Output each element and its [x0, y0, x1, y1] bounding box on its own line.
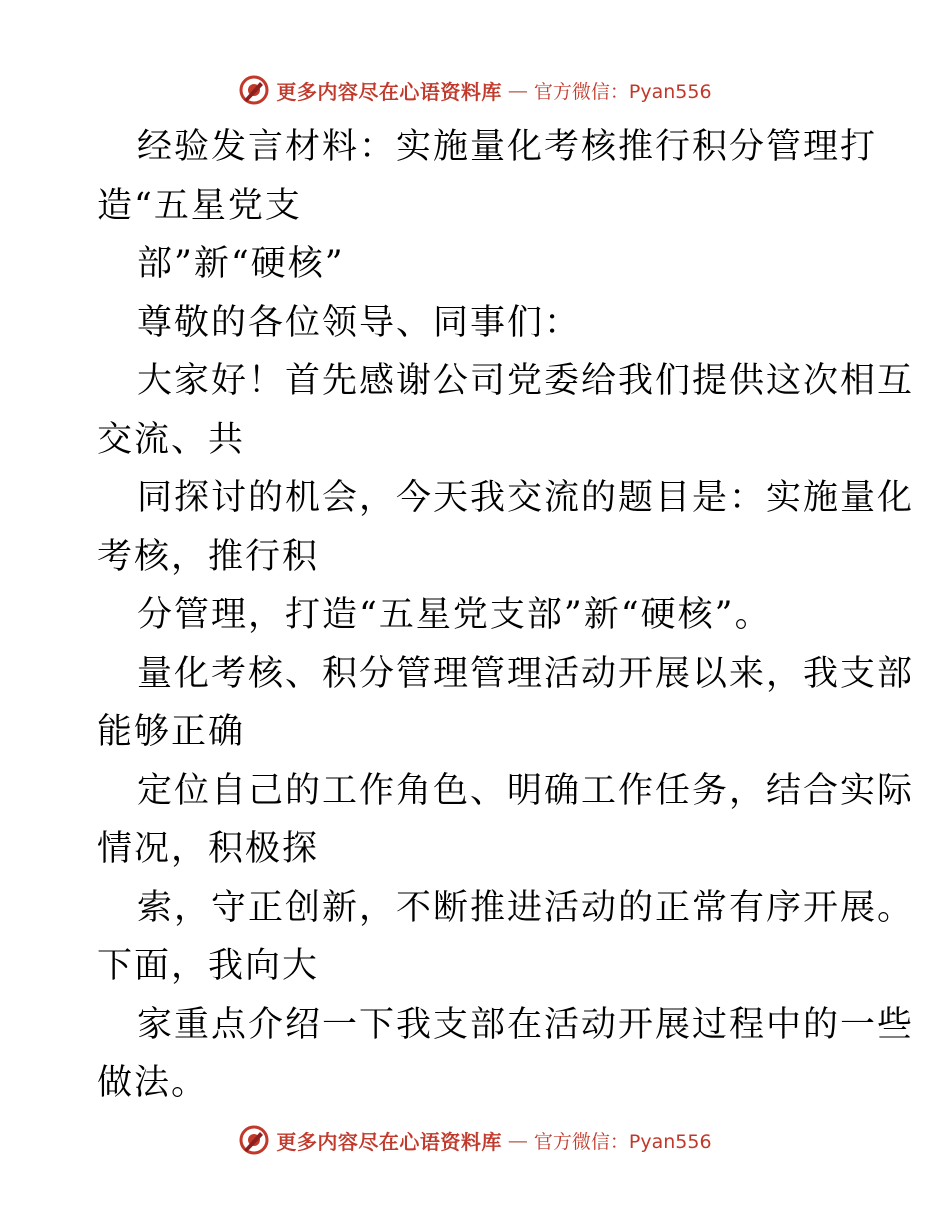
doc-line: 尊敬的各位领导、同事们： — [137, 302, 582, 343]
watermark-site-text: 更多内容尽在心语资料库 — [276, 1129, 502, 1154]
footer-watermark — [0, 1120, 950, 1160]
doc-line: 索，守正创新，不断推进活动的正常有序开展。 — [137, 887, 915, 928]
doc-line: 分管理，打造“五星党支部”新“硬核”。 — [137, 595, 772, 635]
doc-line: 考核，推行积 — [97, 536, 320, 577]
document-body — [97, 118, 915, 1113]
watermark-contact: 官方微信：Pyan556 — [533, 80, 712, 103]
doc-line: 造“五星党支 — [97, 185, 302, 226]
quill-seal-icon — [238, 1124, 270, 1156]
doc-line: 做法。 — [97, 1063, 209, 1103]
doc-line: 能够正确 — [97, 712, 246, 752]
doc-line: 同探讨的机会，今天我交流的题目是：实施量化 — [137, 478, 915, 518]
doc-line: 量化考核、积分管理管理活动开展以来，我支部 — [137, 653, 915, 694]
quill-seal-icon — [238, 74, 270, 106]
watermark-contact: 官方微信：Pyan556 — [533, 1130, 712, 1153]
doc-line: 定位自己的工作角色、明确工作任务，结合实际 — [137, 770, 915, 811]
watermark-separator: — — [507, 1128, 528, 1152]
doc-line: 部”新“硬核” — [137, 244, 345, 284]
doc-line: 大家好！首先感谢公司党委给我们提供这次相互 — [137, 361, 915, 401]
doc-line: 经验发言材料：实施量化考核推行积分管理打 — [137, 127, 878, 167]
doc-line: 交流、共 — [97, 419, 246, 460]
doc-line: 家重点介绍一下我支部在活动开展过程中的一些 — [137, 1004, 915, 1045]
watermark-separator: — — [507, 78, 528, 102]
doc-line: 情况，积极探 — [97, 829, 320, 869]
doc-line: 下面，我向大 — [97, 946, 320, 986]
header-watermark — [0, 70, 950, 110]
watermark-site-text: 更多内容尽在心语资料库 — [276, 79, 502, 104]
